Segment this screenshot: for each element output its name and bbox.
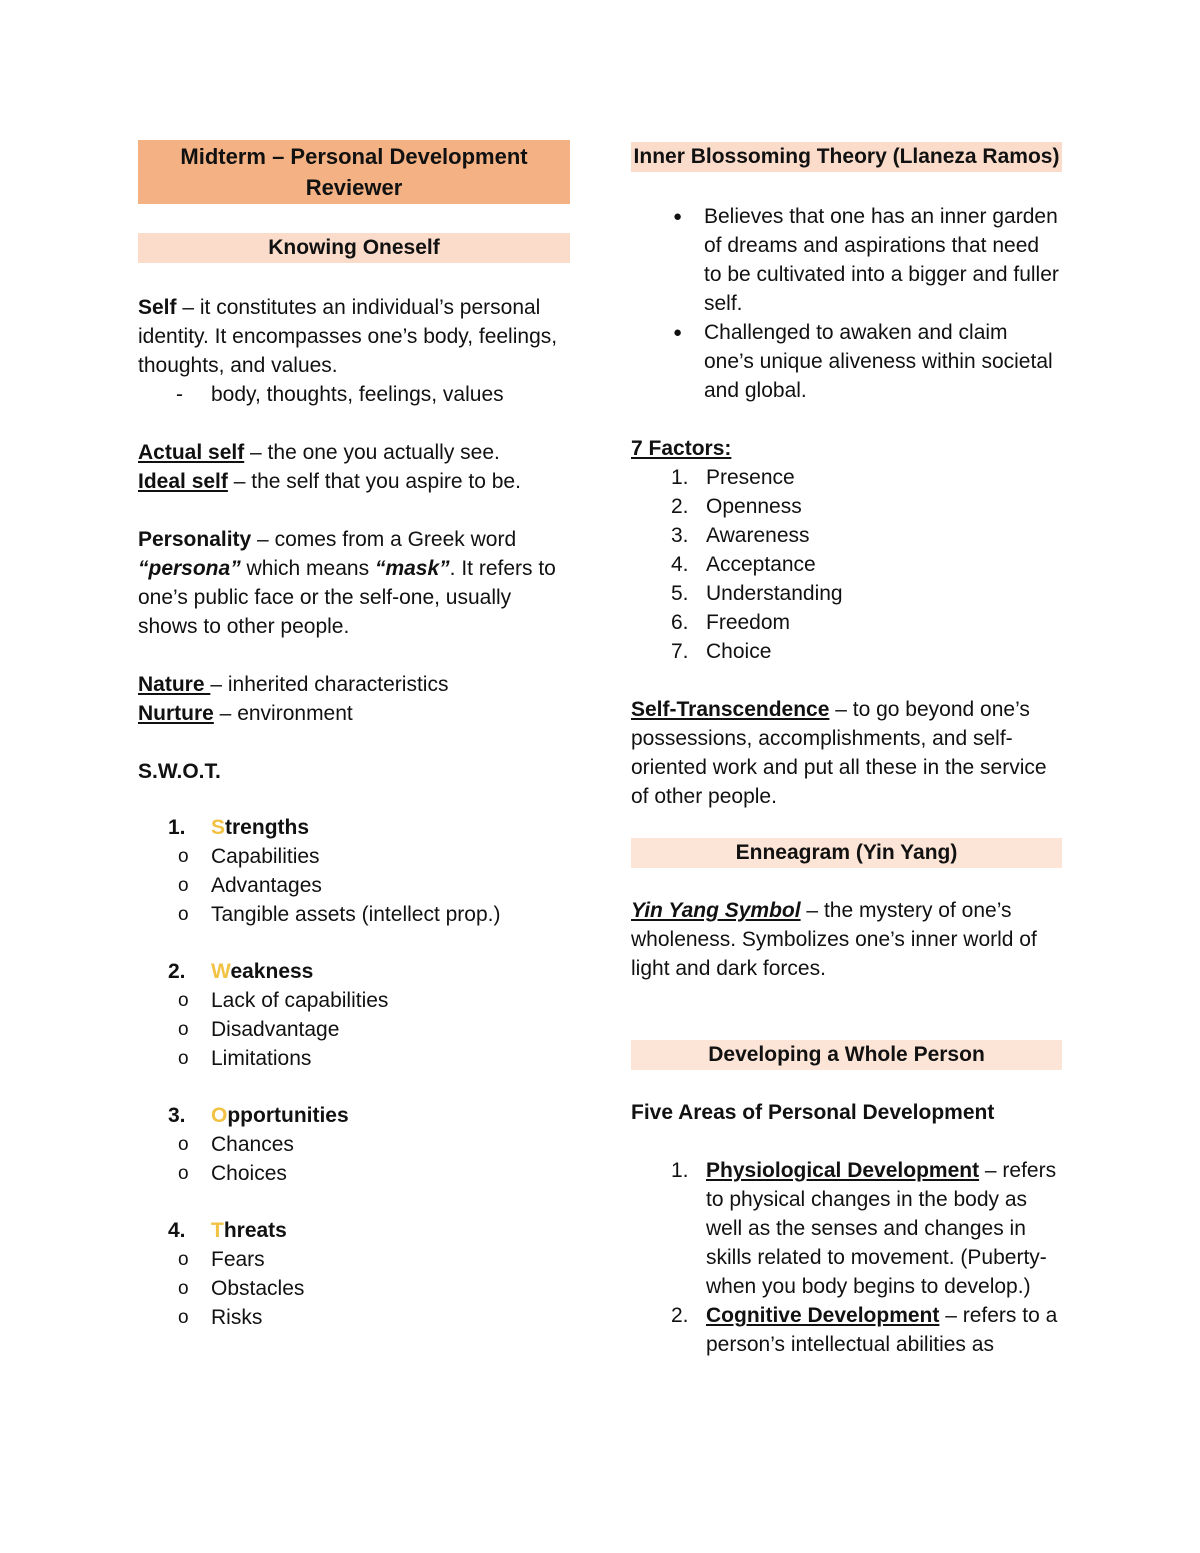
swot-sublist bbox=[138, 1130, 570, 1188]
circle-bullet-icon: o bbox=[178, 1134, 189, 1155]
area-term: Physiological Development bbox=[706, 1159, 980, 1182]
bullet-text: Believes that one has an inner garden of dreams and aspirations that need to be cultivated into a bigger and fuller self. bbox=[704, 205, 1059, 315]
self-dash-text: body, thoughts, feelings, values bbox=[211, 383, 504, 406]
area-item bbox=[631, 1301, 1062, 1359]
factor-text: Acceptance bbox=[706, 553, 816, 576]
personality-def-part1: – comes from a Greek word bbox=[251, 528, 517, 551]
swot-initial-letter: O bbox=[211, 1104, 228, 1127]
self-transcendence-term: Self-Transcendence bbox=[631, 698, 830, 721]
swot-number: 1. bbox=[168, 816, 186, 839]
swot-number: 2. bbox=[168, 960, 186, 983]
swot-sub-item bbox=[138, 1130, 570, 1159]
swot-title: S.W.O.T. bbox=[138, 760, 221, 783]
actual-self-term: Actual self bbox=[138, 441, 245, 464]
swot-sub-item bbox=[138, 871, 570, 900]
swot-sub-item-text: Lack of capabilities bbox=[211, 989, 389, 1012]
factor-number: 4. bbox=[671, 553, 689, 576]
bullet-dot-icon: ● bbox=[673, 324, 683, 341]
swot-sub-item-text: Limitations bbox=[211, 1047, 312, 1070]
swot-sub-item-text: Disadvantage bbox=[211, 1018, 340, 1041]
spacer bbox=[138, 1188, 570, 1216]
bullet-dot-icon: ● bbox=[673, 208, 683, 225]
swot-label-rest: pportunities bbox=[227, 1104, 349, 1127]
swot-item bbox=[138, 957, 570, 986]
swot-sublist bbox=[138, 986, 570, 1073]
swot-number: 3. bbox=[168, 1104, 186, 1127]
factor-item bbox=[631, 579, 1062, 608]
bullet-text: Challenged to awaken and claim one’s unique aliveness within societal and global. bbox=[704, 321, 1053, 402]
swot-label-rest: eakness bbox=[230, 960, 314, 983]
swot-label bbox=[211, 816, 309, 839]
circle-bullet-icon: o bbox=[178, 1307, 189, 1328]
ideal-self-def: – the self that you aspire to be. bbox=[227, 470, 521, 493]
nature-def: – inherited characteristics bbox=[210, 673, 449, 696]
dash-marker: - bbox=[176, 383, 183, 406]
nature-term: Nature bbox=[138, 673, 211, 696]
nurture-term: Nurture bbox=[138, 702, 214, 725]
factor-number: 7. bbox=[671, 640, 689, 663]
self-term: Self bbox=[138, 296, 177, 319]
area-term: Cognitive Development bbox=[706, 1304, 940, 1327]
swot-sub-item-text: Fears bbox=[211, 1248, 265, 1271]
swot-label bbox=[211, 1219, 287, 1242]
factor-text: Freedom bbox=[706, 611, 791, 634]
area-def: – refers to physical changes in the body as well as the senses and changes in skills related to movement. (Puberty- when you body begins to develop.) bbox=[706, 1159, 1057, 1298]
swot-list bbox=[138, 813, 570, 1332]
swot-sub-item bbox=[138, 1159, 570, 1188]
swot-item bbox=[138, 1216, 570, 1245]
factor-number: 6. bbox=[671, 611, 689, 634]
factor-text: Presence bbox=[706, 466, 795, 489]
area-def: – refers to a person’s intellectual abilities as bbox=[706, 1304, 1058, 1356]
factor-item bbox=[631, 492, 1062, 521]
circle-bullet-icon: o bbox=[178, 990, 189, 1011]
nurture-def: – environment bbox=[213, 702, 353, 725]
inner-blossoming-bullets bbox=[631, 202, 1062, 405]
factor-text: Choice bbox=[706, 640, 772, 663]
actual-self-def: – the one you actually see. bbox=[244, 441, 500, 464]
swot-initial-letter: S bbox=[211, 816, 226, 839]
factor-number: 3. bbox=[671, 524, 689, 547]
swot-sub-item-text: Obstacles bbox=[211, 1277, 305, 1300]
swot-sub-item-text: Risks bbox=[211, 1306, 263, 1329]
seven-factors-list bbox=[631, 463, 1062, 666]
factor-number: 1. bbox=[671, 466, 689, 489]
personality-definition bbox=[138, 525, 570, 641]
swot-initial-letter: W bbox=[211, 960, 231, 983]
document-title: Midterm – Personal Development Reviewer bbox=[138, 140, 570, 204]
circle-bullet-icon: o bbox=[178, 846, 189, 867]
right-column bbox=[631, 140, 1062, 1359]
circle-bullet-icon: o bbox=[178, 875, 189, 896]
area-number: 1. bbox=[671, 1159, 689, 1182]
swot-initial-letter: T bbox=[211, 1219, 224, 1242]
swot-sub-item bbox=[138, 1245, 570, 1274]
mask-word: “mask” bbox=[374, 557, 450, 580]
swot-sub-item-text: Capabilities bbox=[211, 845, 320, 868]
circle-bullet-icon: o bbox=[178, 1249, 189, 1270]
enneagram-heading: Enneagram (Yin Yang) bbox=[631, 838, 1062, 868]
self-transcendence-def: – to go beyond one’s possessions, accomplishments, and self-oriented work and put all these in the service of other people. bbox=[631, 698, 1047, 808]
circle-bullet-icon: o bbox=[178, 1048, 189, 1069]
self-def: – it constitutes an individual’s personal identity. It encompasses one’s body, feelings, thoughts, and values. bbox=[138, 296, 558, 377]
personality-def-part3: . It refers to one’s public face or the self-one, usually shows to other people. bbox=[138, 557, 556, 638]
swot-label-rest: hreats bbox=[223, 1219, 287, 1242]
swot-sub-item bbox=[138, 1015, 570, 1044]
knowing-oneself-heading: Knowing Oneself bbox=[138, 233, 570, 263]
factor-text: Awareness bbox=[706, 524, 810, 547]
swot-sub-item-text: Advantages bbox=[211, 874, 322, 897]
yin-yang-def: – the mystery of one’s wholeness. Symbolizes one’s inner world of light and dark forces. bbox=[631, 899, 1037, 980]
swot-item bbox=[138, 1101, 570, 1130]
area-number: 2. bbox=[671, 1304, 689, 1327]
bullet-item bbox=[631, 318, 1062, 405]
seven-factors-title: 7 Factors: bbox=[631, 437, 732, 460]
actual-self-definition bbox=[138, 438, 570, 467]
inner-blossoming-heading: Inner Blossoming Theory (Llaneza Ramos) bbox=[631, 142, 1062, 172]
swot-sub-item bbox=[138, 1303, 570, 1332]
swot-sub-item bbox=[138, 986, 570, 1015]
developing-whole-person-heading: Developing a Whole Person bbox=[631, 1040, 1062, 1070]
swot-item bbox=[138, 813, 570, 842]
nurture-definition bbox=[138, 699, 570, 728]
factor-number: 5. bbox=[671, 582, 689, 605]
area-item bbox=[631, 1156, 1062, 1301]
area-text bbox=[706, 1159, 1056, 1298]
spacer bbox=[138, 1073, 570, 1101]
factor-item bbox=[631, 550, 1062, 579]
left-column bbox=[138, 140, 570, 1332]
circle-bullet-icon: o bbox=[178, 904, 189, 925]
swot-sublist bbox=[138, 1245, 570, 1332]
self-definition bbox=[138, 293, 570, 380]
persona-word: “persona” bbox=[138, 557, 241, 580]
self-dash-item bbox=[138, 380, 570, 409]
swot-sub-item bbox=[138, 842, 570, 871]
swot-sub-item-text: Chances bbox=[211, 1133, 294, 1156]
factor-item bbox=[631, 521, 1062, 550]
spacer bbox=[138, 929, 570, 957]
factor-item bbox=[631, 608, 1062, 637]
swot-label bbox=[211, 960, 313, 983]
circle-bullet-icon: o bbox=[178, 1278, 189, 1299]
swot-sub-item-text: Choices bbox=[211, 1162, 287, 1185]
swot-sub-item bbox=[138, 900, 570, 929]
factor-text: Understanding bbox=[706, 582, 843, 605]
circle-bullet-icon: o bbox=[178, 1163, 189, 1184]
swot-number: 4. bbox=[168, 1219, 186, 1242]
swot-sub-item bbox=[138, 1274, 570, 1303]
swot-sub-item bbox=[138, 1044, 570, 1073]
nature-definition bbox=[138, 670, 570, 699]
personality-term: Personality bbox=[138, 528, 252, 551]
yin-yang-definition bbox=[631, 896, 1062, 983]
bullet-item bbox=[631, 202, 1062, 318]
factor-item bbox=[631, 637, 1062, 666]
area-text bbox=[706, 1304, 1057, 1356]
ideal-self-term: Ideal self bbox=[138, 470, 228, 493]
circle-bullet-icon: o bbox=[178, 1019, 189, 1040]
factor-item bbox=[631, 463, 1062, 492]
factor-text: Openness bbox=[706, 495, 802, 518]
yin-yang-term: Yin Yang Symbol bbox=[631, 899, 801, 922]
self-transcendence-definition bbox=[631, 695, 1062, 811]
ideal-self-definition bbox=[138, 467, 570, 496]
five-areas-list bbox=[631, 1156, 1062, 1359]
swot-label bbox=[211, 1104, 349, 1127]
swot-sublist bbox=[138, 842, 570, 929]
five-areas-title: Five Areas of Personal Development bbox=[631, 1101, 995, 1124]
swot-sub-item-text: Tangible assets (intellect prop.) bbox=[211, 903, 501, 926]
factor-number: 2. bbox=[671, 495, 689, 518]
swot-label-rest: trengths bbox=[225, 816, 310, 839]
personality-def-part2: which means bbox=[240, 557, 375, 580]
